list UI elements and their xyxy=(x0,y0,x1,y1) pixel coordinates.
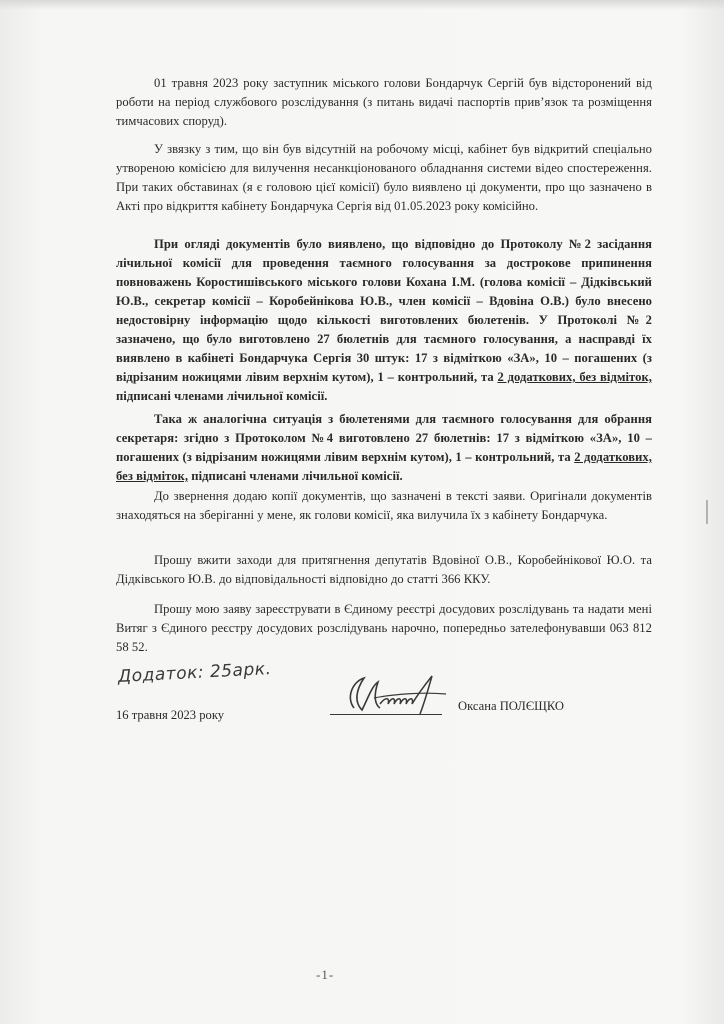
document-date: 16 травня 2023 року xyxy=(116,708,225,722)
paragraph-attachments: До звернення додаю копії документів, що зазначені в тексті заяви. Оригінали документів знаходяться на зберіганні у мене, як голови комісії, яка вилучила їх з кабінету Бондарчука. xyxy=(116,489,652,522)
protocol-2-underlined: 2 додаткових, без відміток, xyxy=(497,370,652,384)
paragraph-request-registration: Прошу мою заяву зареєструвати в Єдиному реєстрі досудових розслідувань та надати мені Витяг з Єдиного реєстру досудових розслідувань нарочно, попередньо зателефонувавши 063 812 58 52. xyxy=(116,602,652,654)
page-number: -1- xyxy=(316,967,335,982)
paragraph-suspension: 01 травня 2023 року заступник міського голови Бондарчук Сергій був відсторонений від роботи на період службового розслідування (з питань видачі паспортів прив’язок та розміщення тимчасових споруд). xyxy=(116,76,652,128)
protocol-4-text: Така ж аналогічна ситуація з бюлетенями для таємного голосування для обрання секретаря: згідно з Протоколом №4 виготовлено 27 бюлетнів: 17 з відміткою «ЗА», 10 – погашених (з відрізаним ножицями лівим верхнім кутом), 1 – контрольний, та xyxy=(116,412,652,464)
handwritten-attachment-note: Додаток: 25арк. xyxy=(117,658,272,687)
signature-icon xyxy=(334,668,464,720)
margin-mark-icon xyxy=(702,498,712,526)
paragraph-office-opening: У звязку з тим, що він був відсутній на робочому місці, кабінет був відкритий спеціально утвореною комісією для вилучення несанкціонованого обладнання системи відео спостереження. При таких обставинах (я є головою цієї комісії) було виявлено ці документи, про що зазначено в Акті про відкриття кабінету Бондарчука Сергія від 01.05.2023 року комісійно. xyxy=(116,142,652,213)
protocol-2-tail: підписані членами лічильної комісії. xyxy=(116,389,328,403)
signature-line xyxy=(330,714,442,715)
protocol-2-text: При огляді документів було виявлено, що відповідно до Протоколу №2 засідання лічильної комісії для проведення таємного голосування за дострокове припинення повноважень Коростишівського міського голови Кохана І.М. (голова комісії – Дідківський Ю.В., секретар комісії – Коробейнікова Ю.В., член комісії – Вдовіна О.В.) було внесено недостовірну інформацію щодо кількості виготовлених бюлетенів. У Протоколі №2 зазначено, що було виготовлено 27 бюлетнів для таємного голосування, а насправді їх виявлено в кабінеті Бондарчука Сергія 30 штук: 17 з відміткою «ЗА», 10 – погашених (з відрізаним ножицями лівим верхнім кутом), 1 – контрольний, та xyxy=(116,237,652,384)
protocol-4-underlined: 2 додаткових, без відміток, xyxy=(116,450,652,483)
scan-edge-shadow xyxy=(0,0,724,10)
paragraph-protocol-4 xyxy=(116,410,652,486)
protocol-4-tail: підписані членами лічильної комісії. xyxy=(188,469,403,483)
paragraph-protocol-2 xyxy=(116,235,652,406)
signer-name: Оксана ПОЛЄЩКО xyxy=(458,699,565,713)
paragraph-request-accountability: Прошу вжити заходи для притягнення депутатів Вдовіної О.В., Коробейнікової Ю.О. та Дідківського Ю.В. до відповідальності відповідно до статті 366 ККУ. xyxy=(116,553,652,586)
